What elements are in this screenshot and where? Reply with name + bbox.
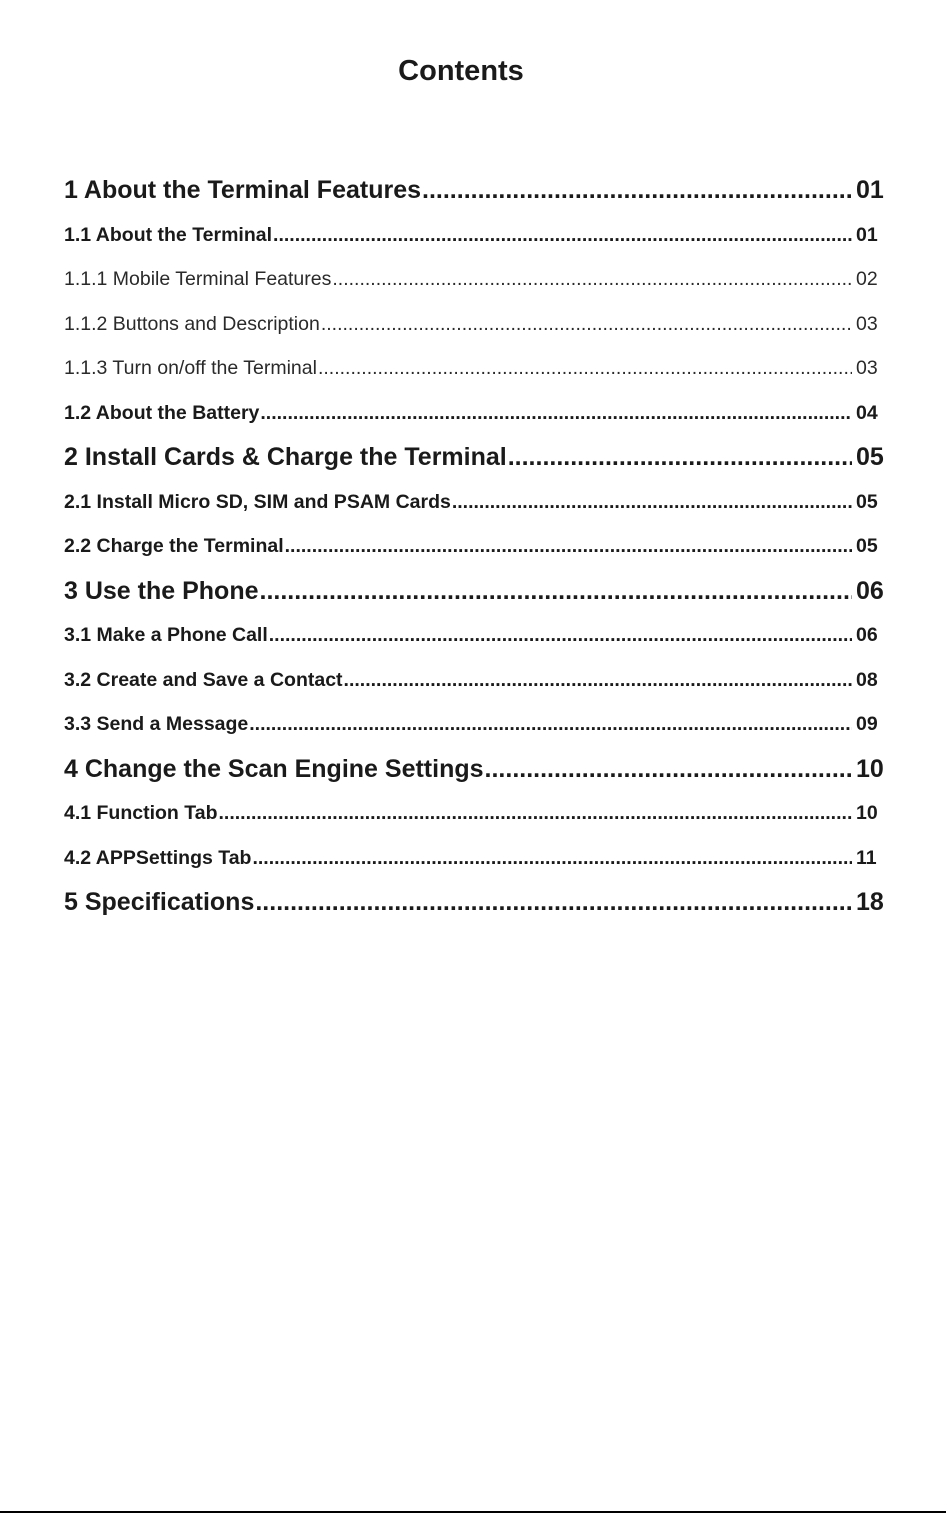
toc-dot-leader: [249, 702, 852, 747]
toc-entry-label: 1 About the Terminal Features: [64, 176, 422, 204]
toc-page-number: 05: [856, 535, 878, 557]
toc-entry-label: 3.3 Send a Message: [64, 713, 249, 735]
toc-page-number: 03: [856, 312, 878, 335]
toc-dot-leader: [260, 391, 852, 436]
toc-entry-label: 1.1 About the Terminal: [64, 223, 273, 246]
toc-entry[interactable]: [64, 747, 888, 792]
toc-entry[interactable]: [64, 524, 888, 569]
toc-page-number: 08: [856, 668, 878, 691]
toc-entry-label: 4 Change the Scan Engine Settings: [64, 754, 484, 783]
toc-entry[interactable]: [64, 346, 888, 391]
toc-dot-leader: [255, 880, 852, 925]
toc-entry[interactable]: [64, 880, 888, 925]
toc-entry-label: 1.1.1 Mobile Terminal Features: [64, 268, 332, 290]
toc-entry-label: 1.2 About the Battery: [64, 401, 260, 424]
toc-entry-label: 2.1 Install Micro SD, SIM and PSAM Cards: [64, 490, 451, 513]
toc-page-number: 06: [856, 576, 884, 605]
toc-entry-label: 4.2 APPSettings Tab: [64, 846, 252, 869]
toc-page-number: 01: [856, 176, 884, 204]
toc-entry-label: 3.2 Create and Save a Contact: [64, 668, 343, 691]
toc-dot-leader: [273, 213, 852, 258]
toc-entry[interactable]: [64, 257, 888, 302]
table-of-contents: [64, 168, 888, 925]
toc-entry[interactable]: [64, 213, 888, 258]
page-title: Contents: [398, 55, 524, 87]
toc-dot-leader: [485, 747, 852, 792]
toc-entry-label: 1.1.3 Turn on/off the Terminal: [64, 357, 317, 379]
toc-entry[interactable]: [64, 702, 888, 747]
toc-dot-leader: [452, 480, 852, 525]
toc-dot-leader: [508, 435, 852, 480]
toc-page-number: 04: [856, 401, 878, 424]
toc-dot-leader: [218, 791, 852, 836]
toc-page-number: 10: [856, 754, 884, 783]
toc-page-number: 11: [856, 846, 877, 869]
toc-entry-label: 3.1 Make a Phone Call: [64, 624, 268, 646]
toc-page-number: 10: [856, 802, 878, 824]
toc-page-number: 05: [856, 443, 884, 471]
toc-page-number: 09: [856, 713, 878, 735]
toc-entry[interactable]: [64, 569, 888, 614]
toc-entry-label: 1.1.2 Buttons and Description: [64, 312, 320, 335]
toc-dot-leader: [269, 613, 852, 658]
toc-dot-leader: [344, 658, 852, 703]
toc-dot-leader: [318, 346, 852, 391]
toc-entry[interactable]: [64, 168, 888, 213]
toc-dot-leader: [332, 257, 852, 302]
toc-entry-label: 5 Specifications: [64, 888, 255, 916]
toc-entry[interactable]: [64, 480, 888, 525]
toc-entry-label: 2 Install Cards & Charge the Terminal: [64, 443, 507, 471]
toc-entry-label: 3 Use the Phone: [64, 576, 259, 605]
toc-dot-leader: [260, 569, 853, 614]
toc-entry[interactable]: [64, 658, 888, 703]
toc-entry[interactable]: [64, 391, 888, 436]
toc-dot-leader: [321, 302, 852, 347]
toc-entry-label: 4.1 Function Tab: [64, 802, 218, 824]
toc-entry-label: 2.2 Charge the Terminal: [64, 535, 284, 557]
toc-dot-leader: [252, 836, 852, 881]
toc-page-number: 01: [856, 223, 878, 246]
toc-dot-leader: [285, 524, 852, 569]
toc-entry[interactable]: [64, 613, 888, 658]
toc-page-number: 18: [856, 888, 884, 916]
toc-entry[interactable]: [64, 836, 888, 881]
toc-entry[interactable]: [64, 791, 888, 836]
toc-page-number: 03: [856, 357, 878, 379]
toc-entry[interactable]: [64, 302, 888, 347]
toc-page-number: 02: [856, 268, 878, 290]
toc-page-number: 06: [856, 624, 878, 646]
toc-entry[interactable]: [64, 435, 888, 480]
toc-dot-leader: [422, 168, 852, 213]
toc-page-number: 05: [856, 490, 878, 513]
